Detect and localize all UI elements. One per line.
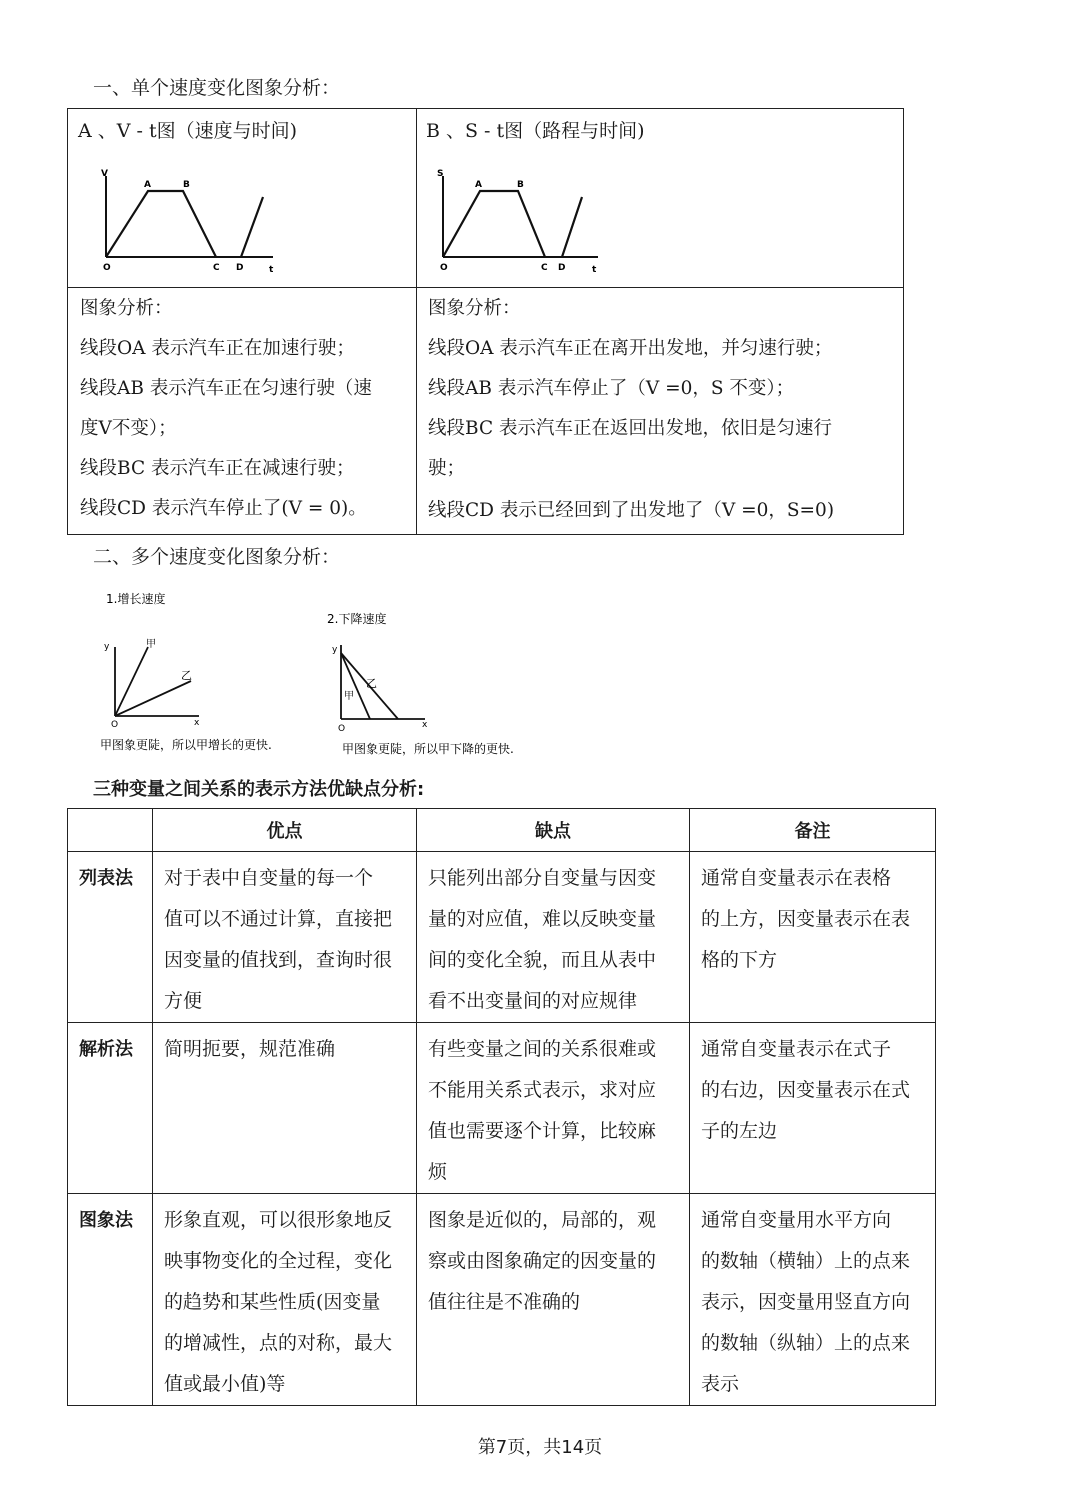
- cons-line: 间的变化全貌，而且从表中: [428, 949, 657, 971]
- methods-comparison-table: [67, 808, 936, 1406]
- note-line: 通常自变量用水平方向: [701, 1209, 892, 1231]
- table-header-row: [68, 809, 936, 852]
- cons-line: 只能列出部分自变量与因变: [428, 867, 657, 889]
- pros-line: 形象直观，可以很形象地反: [164, 1209, 393, 1231]
- row-name: 列表法: [68, 852, 153, 1023]
- note-line: 通常自变量表示在式子: [701, 1038, 892, 1060]
- table-divider-horizontal: [68, 287, 903, 288]
- vt-graph: [93, 164, 313, 279]
- note-line: 子的左边: [701, 1120, 778, 1142]
- cons-line: 值往往是不准确的: [428, 1291, 581, 1313]
- increase-figure: [96, 585, 321, 760]
- row-cons: [417, 1023, 690, 1194]
- note-line: 表示: [701, 1373, 740, 1395]
- pros-line: 因变量的值找到，查询时很: [164, 949, 393, 971]
- analysis-a-line: 线段BC 表示汽车正在减速行驶；: [80, 458, 355, 479]
- header-cons: 缺点: [417, 809, 690, 852]
- pros-line: 的趋势和某些性质(因变量: [164, 1291, 381, 1313]
- pros-line: 值可以不通过计算，直接把: [164, 908, 393, 930]
- note-line: 通常自变量表示在表格: [701, 867, 892, 889]
- cons-line: 图象是近似的，局部的，观: [428, 1209, 657, 1231]
- decrease-figure: [322, 605, 562, 765]
- fig2-label-x: x: [422, 720, 428, 730]
- pros-line: 的增减性，点的对称，最大: [164, 1332, 393, 1354]
- row-cons: [417, 1194, 690, 1406]
- fig1-label-y: y: [104, 642, 110, 652]
- fig2-title: 2.下降速度: [327, 612, 387, 626]
- pros-line: 对于表中自变量的每一个: [164, 867, 374, 889]
- row-pros: [153, 852, 417, 1023]
- vt-label-c: C: [213, 263, 220, 273]
- vt-label-b: B: [183, 180, 190, 190]
- analysis-a-line: 度V不变）；: [80, 418, 177, 439]
- fig1-caption: 甲图象更陡，所以甲增长的更快.: [100, 738, 272, 752]
- fig2-label-yi: 乙: [366, 677, 377, 690]
- cons-line: 察或由图象确定的因变量的: [428, 1250, 657, 1272]
- note-line: 的数轴（纵轴）上的点来: [701, 1332, 911, 1354]
- fig1-label-jia: 甲: [146, 639, 156, 650]
- vt-label-o: O: [103, 263, 111, 273]
- analysis-a-line: 线段AB 表示汽车正在匀速行驶（速: [80, 378, 372, 399]
- st-line-oabc: [443, 191, 545, 257]
- analysis-b-line: 线段OA 表示汽车正在离开出发地，并匀速行驶；: [428, 338, 833, 359]
- cons-line: 有些变量之间的关系很难或: [428, 1038, 657, 1060]
- analysis-a-line: 图象分析：: [80, 298, 173, 319]
- row-name: 解析法: [68, 1023, 153, 1194]
- analysis-a: [80, 289, 372, 529]
- section3-title: 三种变量之间关系的表示方法优缺点分析:: [93, 779, 425, 800]
- vt-label-x: t: [269, 265, 274, 275]
- row-pros: [153, 1023, 417, 1194]
- row-pros: [153, 1194, 417, 1406]
- analysis-b-line: 线段AB 表示汽车停止了（V =0，S 不变）；: [428, 378, 795, 399]
- analysis-a-line: 线段CD 表示汽车停止了(V = 0)。: [80, 498, 367, 519]
- row-note: [690, 1023, 936, 1194]
- st-label-b: B: [517, 180, 524, 190]
- st-label-x: t: [592, 265, 597, 275]
- st-label-c: C: [541, 263, 548, 273]
- graph-a-title: A 、V - t图（速度与时间): [78, 120, 298, 142]
- table-row: [68, 1023, 936, 1194]
- analysis-b-line: 线段BC 表示汽车正在返回出发地，依旧是匀速行: [428, 418, 832, 439]
- fig1-title: 1.增长速度: [106, 592, 166, 606]
- note-line: 格的下方: [701, 949, 778, 971]
- row-note: [690, 852, 936, 1023]
- graph-b-cell: [426, 119, 645, 143]
- row-cons: [417, 852, 690, 1023]
- st-line-d: [562, 197, 582, 257]
- st-graph: [430, 164, 650, 279]
- analysis-b-line: 线段CD 表示已经回到了出发地了（V =0，S=0): [428, 500, 835, 521]
- table-divider-vertical: [416, 109, 417, 534]
- page-footer: 第7页，共14页: [477, 1437, 603, 1458]
- vt-label-d: D: [236, 263, 244, 273]
- cons-line: 量的对应值，难以反映变量: [428, 908, 657, 930]
- st-label-y: S: [437, 169, 444, 179]
- graph-b-title: B 、S - t图（路程与时间): [426, 120, 645, 142]
- fig1-label-x: x: [194, 718, 200, 728]
- cons-line: 看不出变量间的对应规律: [428, 990, 638, 1012]
- note-line: 的数轴（横轴）上的点来: [701, 1250, 911, 1272]
- cons-line: 烦: [428, 1161, 448, 1183]
- fig1-line-jia: [115, 647, 148, 716]
- fig2-label-jia: 甲: [344, 691, 354, 702]
- fig2-caption: 甲图象更陡，所以甲下降的更快.: [342, 742, 514, 756]
- vt-label-a: A: [144, 180, 151, 190]
- vt-label-y: V: [101, 169, 108, 179]
- table-row: [68, 1194, 936, 1406]
- pros-line: 方便: [164, 990, 203, 1012]
- note-line: 的上方，因变量表示在表: [701, 908, 911, 930]
- st-label-d: D: [558, 263, 566, 273]
- section1-title: 一、单个速度变化图象分析：: [93, 77, 341, 99]
- note-line: 表示，因变量用竖直方向: [701, 1291, 911, 1313]
- pros-line: 简明扼要，规范准确: [164, 1038, 336, 1060]
- st-label-o: O: [440, 263, 448, 273]
- fig2-label-o: O: [338, 724, 346, 734]
- pros-line: 值或最小值)等: [164, 1373, 286, 1395]
- analysis-b-line: 驶；: [428, 458, 466, 479]
- note-line: 的右边，因变量表示在式: [701, 1079, 911, 1101]
- vt-line-oabc: [106, 191, 216, 257]
- fig1-line-yi: [115, 681, 191, 716]
- table-row: [68, 852, 936, 1023]
- header-note: 备注: [690, 809, 936, 852]
- analysis-b: [428, 289, 834, 531]
- cons-line: 值也需要逐个计算，比较麻: [428, 1120, 657, 1142]
- analysis-b-line: 图象分析：: [428, 298, 521, 319]
- cons-line: 不能用关系式表示，求对应: [428, 1079, 657, 1101]
- single-graph-table: [67, 108, 904, 535]
- row-name: 图象法: [68, 1194, 153, 1406]
- header-pros: 优点: [153, 809, 417, 852]
- fig1-label-yi: 乙: [181, 669, 192, 682]
- fig2-label-y: y: [332, 645, 338, 655]
- header-empty: [68, 809, 153, 852]
- st-label-a: A: [475, 180, 482, 190]
- section2-title: 二、多个速度变化图象分析：: [93, 546, 341, 568]
- fig1-label-o: O: [111, 720, 119, 730]
- row-note: [690, 1194, 936, 1406]
- pros-line: 映事物变化的全过程，变化: [164, 1250, 393, 1272]
- vt-line-d: [241, 197, 263, 257]
- analysis-a-line: 线段OA 表示汽车正在加速行驶；: [80, 338, 355, 359]
- graph-a-cell: [78, 119, 297, 143]
